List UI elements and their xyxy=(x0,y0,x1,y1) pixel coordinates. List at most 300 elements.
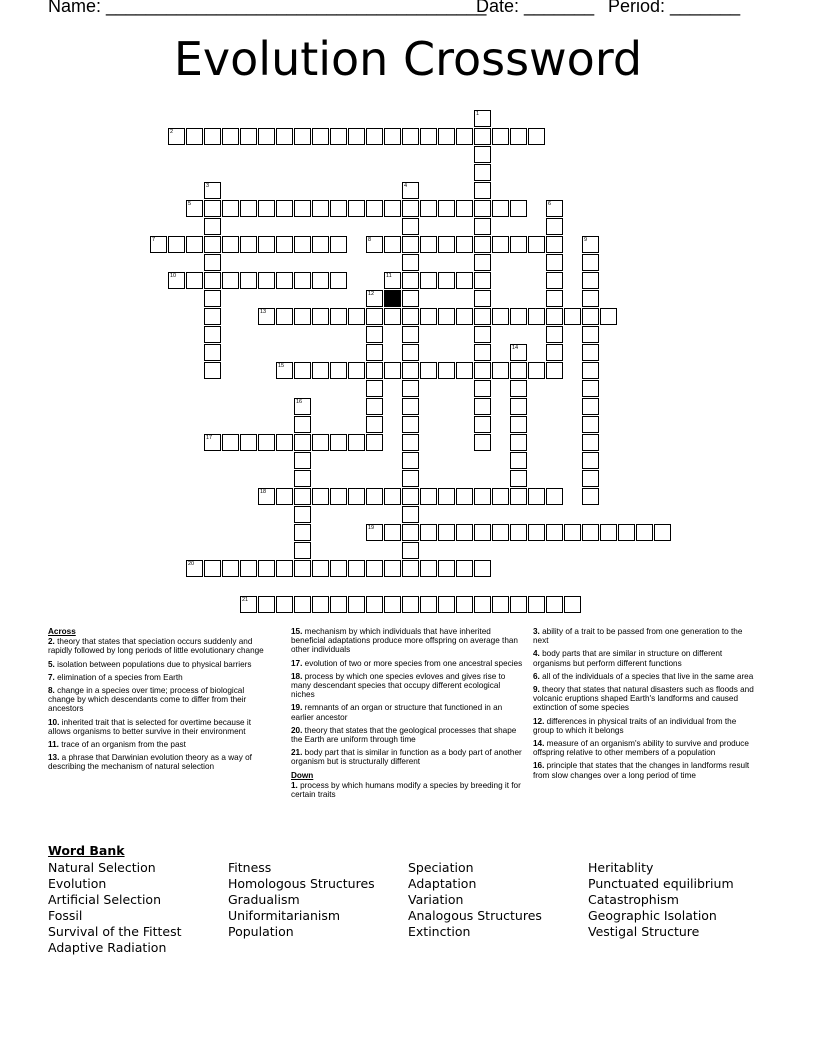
clues-column-2 xyxy=(291,627,523,803)
grid-cell[interactable] xyxy=(528,596,545,613)
grid-cell[interactable] xyxy=(204,308,221,325)
word-bank-term: Adaptation xyxy=(408,876,477,891)
grid-cell[interactable] xyxy=(204,560,221,577)
grid-cell[interactable] xyxy=(204,326,221,343)
grid-cell[interactable] xyxy=(492,524,509,541)
grid-cell[interactable] xyxy=(294,200,311,217)
grid-cell[interactable] xyxy=(348,560,365,577)
grid-cell[interactable] xyxy=(402,506,419,523)
grid-cell[interactable] xyxy=(636,524,653,541)
grid-cell[interactable] xyxy=(240,434,257,451)
grid-cell[interactable] xyxy=(366,200,383,217)
grid-cell[interactable] xyxy=(204,236,221,253)
grid-cell[interactable] xyxy=(186,236,203,253)
grid-cell[interactable] xyxy=(510,524,527,541)
grid-cell[interactable] xyxy=(654,524,671,541)
grid-cell[interactable] xyxy=(384,236,401,253)
grid-cell[interactable] xyxy=(258,596,275,613)
grid-cell[interactable] xyxy=(402,272,419,289)
clue-item xyxy=(48,673,266,682)
grid-cell[interactable] xyxy=(330,596,347,613)
grid-cell[interactable] xyxy=(294,362,311,379)
grid-cell[interactable] xyxy=(294,308,311,325)
grid-cell[interactable] xyxy=(258,560,275,577)
clue-text: theory that states that the geological processes that shape the Earth are uniform through time xyxy=(291,725,517,745)
grid-cell[interactable] xyxy=(330,200,347,217)
clue-text: trace of an organism from the past xyxy=(58,740,186,750)
grid-cell[interactable] xyxy=(474,182,491,199)
grid-cell[interactable] xyxy=(456,524,473,541)
grid-cell[interactable] xyxy=(276,308,293,325)
grid-cell[interactable] xyxy=(294,506,311,523)
grid-cell[interactable] xyxy=(330,272,347,289)
grid-cell[interactable] xyxy=(294,128,311,145)
grid-cell[interactable] xyxy=(366,326,383,343)
grid-cell[interactable] xyxy=(510,398,527,415)
grid-cell[interactable] xyxy=(384,200,401,217)
grid-cell[interactable] xyxy=(492,596,509,613)
grid-cell[interactable] xyxy=(474,290,491,307)
grid-cell[interactable] xyxy=(582,434,599,451)
grid-cell[interactable] xyxy=(366,398,383,415)
grid-cell[interactable] xyxy=(582,470,599,487)
grid-cell[interactable] xyxy=(510,488,527,505)
grid-cell[interactable] xyxy=(438,524,455,541)
down-heading: Down xyxy=(291,770,314,780)
word-bank-column-3 xyxy=(408,860,542,940)
grid-cell[interactable] xyxy=(204,344,221,361)
grid-cell[interactable] xyxy=(402,236,419,253)
grid-cell[interactable] xyxy=(330,236,347,253)
grid-cell[interactable] xyxy=(294,524,311,541)
grid-cell[interactable] xyxy=(384,362,401,379)
clue-number: 11. xyxy=(48,740,59,750)
grid-cell[interactable] xyxy=(366,362,383,379)
grid-cell[interactable] xyxy=(546,326,563,343)
grid-cell[interactable] xyxy=(258,200,275,217)
grid-cell[interactable] xyxy=(330,308,347,325)
grid-cell[interactable] xyxy=(276,272,293,289)
grid-cell[interactable] xyxy=(618,524,635,541)
grid-cell[interactable] xyxy=(510,596,527,613)
grid-cell[interactable] xyxy=(600,308,617,325)
grid-cell[interactable] xyxy=(402,470,419,487)
grid-cell[interactable] xyxy=(456,488,473,505)
grid-cell[interactable] xyxy=(402,596,419,613)
grid-cell[interactable] xyxy=(384,596,401,613)
clue-number: 17. xyxy=(291,658,303,668)
clue-text: theory that states that speciation occurs suddenly and rapidly followed by long periods of little evolutionary change xyxy=(48,637,264,656)
grid-cell[interactable] xyxy=(510,200,527,217)
grid-cell[interactable] xyxy=(564,596,581,613)
grid-cell[interactable] xyxy=(276,236,293,253)
grid-cell[interactable] xyxy=(312,596,329,613)
grid-cell[interactable] xyxy=(366,596,383,613)
grid-cell[interactable] xyxy=(510,416,527,433)
grid-cell[interactable] xyxy=(402,560,419,577)
grid-cell[interactable] xyxy=(222,560,239,577)
grid-cell[interactable] xyxy=(456,308,473,325)
clue-number: 6. xyxy=(533,671,540,681)
grid-cell[interactable] xyxy=(528,362,545,379)
grid-cell[interactable] xyxy=(546,362,563,379)
grid-cell[interactable] xyxy=(582,272,599,289)
clue-item xyxy=(291,627,523,655)
grid-cell[interactable] xyxy=(348,488,365,505)
grid-cell[interactable] xyxy=(276,434,293,451)
grid-cell[interactable] xyxy=(366,488,383,505)
grid-cell[interactable] xyxy=(402,380,419,397)
grid-cell[interactable] xyxy=(294,488,311,505)
grid-cell[interactable] xyxy=(222,272,239,289)
word-bank-term: Fitness xyxy=(228,860,272,875)
grid-cell[interactable] xyxy=(312,236,329,253)
grid-cell[interactable] xyxy=(456,362,473,379)
grid-cell[interactable] xyxy=(402,308,419,325)
grid-cell[interactable] xyxy=(474,200,491,217)
grid-cell[interactable] xyxy=(510,128,527,145)
grid-cell[interactable] xyxy=(276,128,293,145)
grid-cell[interactable] xyxy=(456,128,473,145)
grid-cell[interactable] xyxy=(582,290,599,307)
grid-cell[interactable] xyxy=(348,128,365,145)
grid-cell[interactable] xyxy=(510,308,527,325)
grid-cell[interactable] xyxy=(474,362,491,379)
grid-cell[interactable] xyxy=(528,524,545,541)
word-bank-column-1 xyxy=(48,860,182,956)
grid-cell[interactable] xyxy=(510,452,527,469)
grid-cell[interactable] xyxy=(546,254,563,271)
word-bank-term: Artificial Selection xyxy=(48,892,161,907)
grid-cell[interactable] xyxy=(510,380,527,397)
grid-cell[interactable] xyxy=(600,524,617,541)
grid-cell[interactable] xyxy=(582,308,599,325)
grid-cell[interactable] xyxy=(312,128,329,145)
clue-item xyxy=(533,672,759,681)
grid-cell[interactable] xyxy=(474,146,491,163)
word-bank-term: Gradualism xyxy=(228,892,300,907)
clue-number-label: 14 xyxy=(512,345,519,351)
grid-cell[interactable] xyxy=(492,308,509,325)
grid-cell[interactable] xyxy=(240,200,257,217)
grid-cell[interactable] xyxy=(312,434,329,451)
clue-item xyxy=(48,637,266,655)
grid-cell[interactable] xyxy=(330,362,347,379)
grid-cell[interactable] xyxy=(366,128,383,145)
clue-item xyxy=(533,717,759,735)
grid-cell[interactable] xyxy=(438,362,455,379)
grid-cell[interactable] xyxy=(420,308,437,325)
grid-cell[interactable] xyxy=(402,218,419,235)
clue-number-label: 13 xyxy=(260,309,267,315)
grid-cell[interactable] xyxy=(420,596,437,613)
grid-cell[interactable] xyxy=(438,272,455,289)
grid-cell[interactable] xyxy=(438,488,455,505)
grid-cell[interactable] xyxy=(420,524,437,541)
grid-cell[interactable] xyxy=(258,434,275,451)
grid-cell[interactable] xyxy=(474,236,491,253)
grid-cell[interactable] xyxy=(546,290,563,307)
grid-cell[interactable] xyxy=(348,308,365,325)
grid-cell[interactable] xyxy=(312,362,329,379)
grid-cell[interactable] xyxy=(402,434,419,451)
grid-cell[interactable] xyxy=(582,488,599,505)
grid-cell[interactable] xyxy=(312,272,329,289)
grid-cell[interactable] xyxy=(222,200,239,217)
grid-cell[interactable] xyxy=(420,488,437,505)
grid-cell[interactable] xyxy=(366,416,383,433)
clue-number-label: 16 xyxy=(296,399,303,405)
grid-cell[interactable] xyxy=(474,164,491,181)
grid-cell[interactable] xyxy=(204,290,221,307)
clue-number: 9. xyxy=(533,685,540,695)
grid-cell[interactable] xyxy=(582,398,599,415)
grid-cell[interactable] xyxy=(276,488,293,505)
grid-cell[interactable] xyxy=(492,128,509,145)
grid-cell[interactable] xyxy=(294,542,311,559)
grid-cell[interactable] xyxy=(348,434,365,451)
clue-item xyxy=(533,649,759,667)
grid-cell[interactable] xyxy=(438,128,455,145)
grid-cell[interactable] xyxy=(528,308,545,325)
grid-cell[interactable] xyxy=(546,344,563,361)
grid-cell[interactable] xyxy=(582,452,599,469)
grid-cell[interactable] xyxy=(546,236,563,253)
grid-cell[interactable] xyxy=(438,560,455,577)
grid-cell[interactable] xyxy=(240,560,257,577)
grid-cell[interactable] xyxy=(294,560,311,577)
grid-cell[interactable] xyxy=(546,272,563,289)
grid-cell[interactable] xyxy=(366,434,383,451)
grid-cell[interactable] xyxy=(474,326,491,343)
grid-cell[interactable] xyxy=(276,200,293,217)
grid-cell[interactable] xyxy=(510,434,527,451)
grid-cell[interactable] xyxy=(420,236,437,253)
grid-cell[interactable] xyxy=(402,542,419,559)
grid-cell[interactable] xyxy=(420,200,437,217)
grid-cell[interactable] xyxy=(402,416,419,433)
clue-text: body part that is similar in function as a body part of another organism but is structurally different xyxy=(291,748,522,767)
grid-cell[interactable] xyxy=(582,254,599,271)
grid-cell[interactable] xyxy=(204,218,221,235)
grid-cell[interactable] xyxy=(420,362,437,379)
grid-cell[interactable] xyxy=(510,362,527,379)
grid-cell[interactable] xyxy=(276,560,293,577)
grid-cell[interactable] xyxy=(384,524,401,541)
grid-cell[interactable] xyxy=(546,308,563,325)
grid-cell[interactable] xyxy=(402,128,419,145)
grid-cell[interactable] xyxy=(366,560,383,577)
grid-cell[interactable] xyxy=(546,218,563,235)
grid-cell[interactable] xyxy=(240,236,257,253)
grid-cell[interactable] xyxy=(456,200,473,217)
grid-cell[interactable] xyxy=(348,362,365,379)
word-bank-term: Variation xyxy=(408,892,464,907)
grid-cell[interactable] xyxy=(582,362,599,379)
grid-cell[interactable] xyxy=(474,254,491,271)
grid-cell[interactable] xyxy=(474,416,491,433)
grid-cell[interactable] xyxy=(384,560,401,577)
grid-cell[interactable] xyxy=(294,416,311,433)
grid-cell[interactable] xyxy=(186,272,203,289)
grid-cell[interactable] xyxy=(294,596,311,613)
clue-item xyxy=(291,703,523,721)
clue-number: 8. xyxy=(48,686,55,696)
grid-cell[interactable] xyxy=(402,488,419,505)
grid-cell[interactable] xyxy=(204,128,221,145)
grid-cell[interactable] xyxy=(312,200,329,217)
grid-cell[interactable] xyxy=(492,362,509,379)
grid-cell[interactable] xyxy=(420,560,437,577)
grid-cell[interactable] xyxy=(582,326,599,343)
grid-cell[interactable] xyxy=(222,434,239,451)
grid-cell[interactable] xyxy=(420,272,437,289)
grid-cell[interactable] xyxy=(474,272,491,289)
grid-cell[interactable] xyxy=(582,344,599,361)
grid-cell[interactable] xyxy=(168,236,185,253)
clue-number-label: 21 xyxy=(242,597,249,603)
grid-cell[interactable] xyxy=(240,128,257,145)
grid-cell[interactable] xyxy=(222,236,239,253)
grid-cell[interactable] xyxy=(474,218,491,235)
grid-cell[interactable] xyxy=(366,308,383,325)
grid-cell[interactable] xyxy=(366,380,383,397)
grid-cell[interactable] xyxy=(258,236,275,253)
grid-cell[interactable] xyxy=(510,470,527,487)
grid-cell[interactable] xyxy=(456,596,473,613)
grid-cell[interactable] xyxy=(294,452,311,469)
word-bank-column-4 xyxy=(588,860,734,940)
grid-cell[interactable] xyxy=(474,560,491,577)
grid-cell[interactable] xyxy=(204,254,221,271)
word-bank-term: Analogous Structures xyxy=(408,908,542,923)
grid-cell[interactable] xyxy=(312,308,329,325)
grid-cell[interactable] xyxy=(510,236,527,253)
grid-cell[interactable] xyxy=(474,398,491,415)
grid-cell[interactable] xyxy=(474,380,491,397)
grid-cell[interactable] xyxy=(420,128,437,145)
grid-cell[interactable] xyxy=(384,308,401,325)
grid-cell[interactable] xyxy=(204,272,221,289)
clue-number-label: 11 xyxy=(386,273,392,279)
grid-cell[interactable] xyxy=(456,560,473,577)
clue-number-label: 12 xyxy=(368,291,375,297)
grid-cell[interactable] xyxy=(186,128,203,145)
grid-cell[interactable] xyxy=(474,128,491,145)
clue-text: mechanism by which individuals that have inherited beneficial adaptations produce more offspring on average than other individuals xyxy=(291,627,518,655)
grid-cell[interactable] xyxy=(240,272,257,289)
word-bank-term: Punctuated equilibrium xyxy=(588,876,734,891)
grid-cell[interactable] xyxy=(348,200,365,217)
grid-cell[interactable] xyxy=(582,380,599,397)
grid-cell[interactable] xyxy=(582,524,599,541)
grid-cell[interactable] xyxy=(348,596,365,613)
grid-cell[interactable] xyxy=(492,200,509,217)
grid-cell[interactable] xyxy=(294,470,311,487)
clue-text: elimination of a species from Earth xyxy=(54,672,183,682)
grid-cell[interactable] xyxy=(204,200,221,217)
grid-cell[interactable] xyxy=(528,128,545,145)
grid-cell[interactable] xyxy=(438,200,455,217)
grid-cell[interactable] xyxy=(330,488,347,505)
grid-cell[interactable] xyxy=(474,344,491,361)
word-bank-term: Fossil xyxy=(48,908,83,923)
grid-cell[interactable] xyxy=(366,344,383,361)
clue-item xyxy=(291,659,523,668)
grid-cell[interactable] xyxy=(528,236,545,253)
grid-cell[interactable] xyxy=(402,326,419,343)
clue-item xyxy=(48,660,266,669)
grid-cell[interactable] xyxy=(456,272,473,289)
grid-cell[interactable] xyxy=(276,596,293,613)
grid-cell[interactable] xyxy=(402,524,419,541)
clue-number: 16. xyxy=(533,761,545,771)
grid-cell[interactable] xyxy=(474,524,491,541)
grid-cell[interactable] xyxy=(492,488,509,505)
grid-cell[interactable] xyxy=(312,488,329,505)
grid-cell[interactable] xyxy=(456,236,473,253)
grid-cell[interactable] xyxy=(474,596,491,613)
grid-cell[interactable] xyxy=(330,560,347,577)
grid-cell[interactable] xyxy=(294,434,311,451)
grid-cell[interactable] xyxy=(546,488,563,505)
grid-cell[interactable] xyxy=(312,560,329,577)
grid-cell[interactable] xyxy=(474,434,491,451)
grid-cell[interactable] xyxy=(402,290,419,307)
grid-cell[interactable] xyxy=(438,596,455,613)
grid-cell[interactable] xyxy=(564,524,581,541)
clue-number: 1. xyxy=(291,780,298,790)
grid-cell[interactable] xyxy=(474,488,491,505)
grid-cell[interactable] xyxy=(258,272,275,289)
grid-cell[interactable] xyxy=(384,128,401,145)
grid-cell[interactable] xyxy=(204,362,221,379)
clue-number: 19. xyxy=(291,703,303,713)
grid-cell[interactable] xyxy=(528,488,545,505)
grid-cell[interactable] xyxy=(294,236,311,253)
grid-cell[interactable] xyxy=(402,200,419,217)
grid-cell[interactable] xyxy=(402,254,419,271)
word-bank-term: Extinction xyxy=(408,924,471,939)
grid-cell[interactable] xyxy=(330,434,347,451)
clue-item xyxy=(291,781,523,799)
clue-number: 10. xyxy=(48,717,60,727)
grid-cell[interactable] xyxy=(438,236,455,253)
clue-item xyxy=(533,761,759,779)
grid-cell[interactable] xyxy=(474,308,491,325)
grid-cell[interactable] xyxy=(384,488,401,505)
grid-cell[interactable] xyxy=(294,272,311,289)
grid-cell[interactable] xyxy=(492,236,509,253)
grid-cell[interactable] xyxy=(222,128,239,145)
clue-number-label: 2 xyxy=(170,129,174,135)
across-clue-list-continued xyxy=(291,627,523,767)
clues-column-3 xyxy=(533,627,759,784)
word-bank-term: Speciation xyxy=(408,860,474,875)
grid-cell[interactable] xyxy=(564,308,581,325)
grid-cell[interactable] xyxy=(330,128,347,145)
grid-cell[interactable] xyxy=(438,308,455,325)
grid-cell[interactable] xyxy=(402,452,419,469)
clue-number: 20. xyxy=(291,725,303,735)
grid-cell[interactable] xyxy=(582,416,599,433)
grid-cell[interactable] xyxy=(546,524,563,541)
grid-cell[interactable] xyxy=(402,398,419,415)
grid-cell[interactable] xyxy=(258,128,275,145)
grid-cell[interactable] xyxy=(402,344,419,361)
grid-cell[interactable] xyxy=(402,362,419,379)
grid-cell[interactable] xyxy=(546,596,563,613)
